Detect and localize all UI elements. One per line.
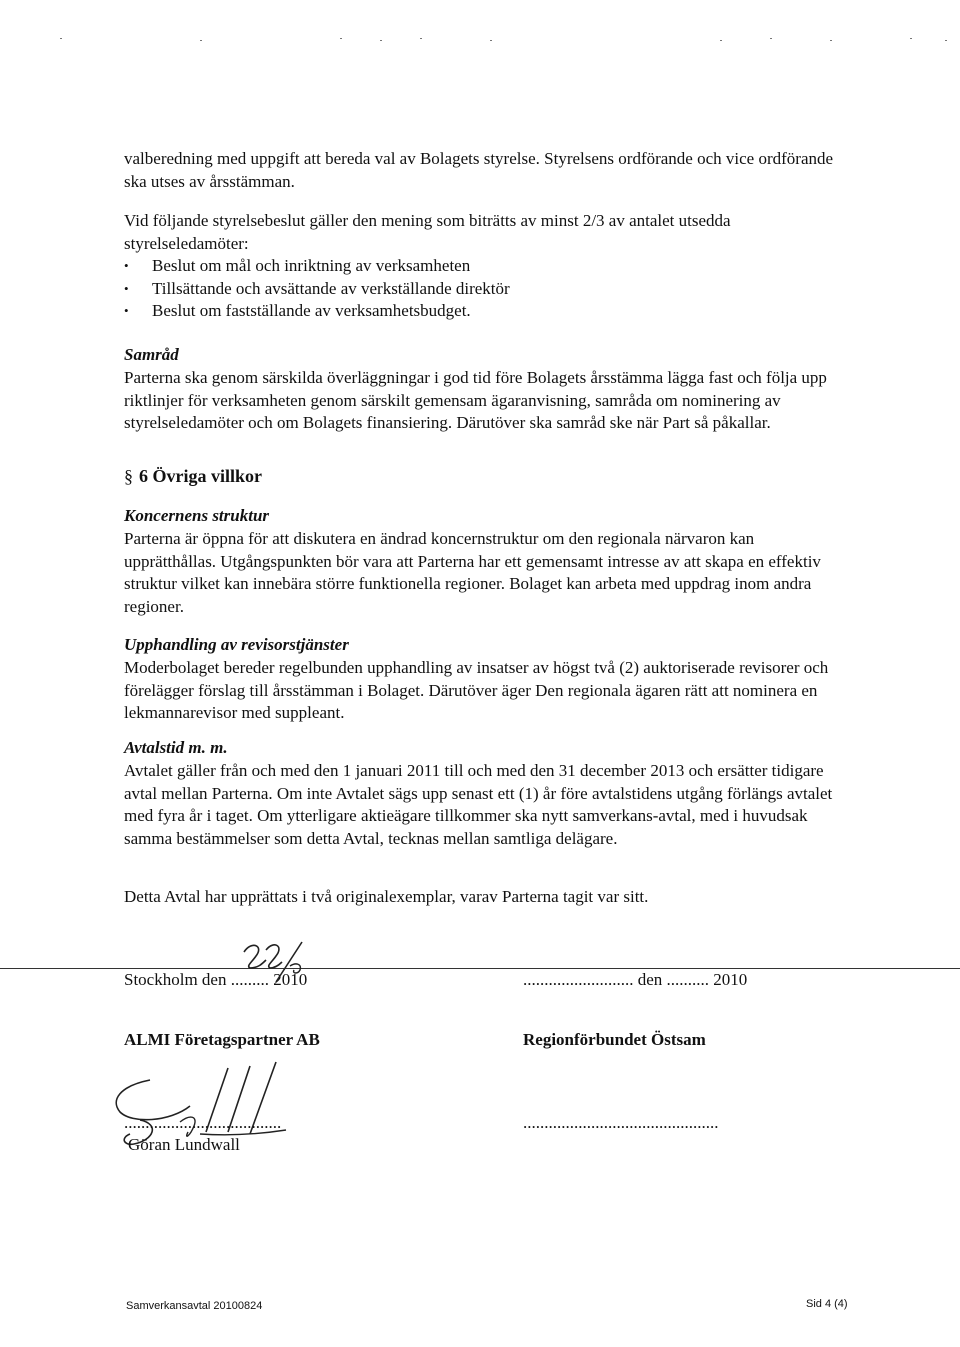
handwritten-date bbox=[230, 938, 320, 984]
avtalstid-heading: Avtalstid m. m. bbox=[124, 738, 228, 757]
left-signatory-name: Göran Lundwall bbox=[128, 1135, 240, 1154]
section-sign: § bbox=[124, 466, 133, 486]
right-party-name: Regionförbundet Östsam bbox=[523, 1030, 706, 1049]
list-item: • Beslut om mål och inriktning av verksamheten bbox=[124, 255, 840, 278]
list-item: • Beslut om fastställande av verksamhetsbudget. bbox=[124, 300, 840, 323]
right-place-date: .......................... den .......... 2010 bbox=[523, 970, 748, 989]
section-6-title: 6 Övriga villkor bbox=[139, 466, 262, 486]
left-place-date: Stockholm den ......... 2010 bbox=[124, 970, 308, 989]
signature-divider bbox=[0, 968, 960, 969]
list-item: • Tillsättande och avsättande av verkställande direktör bbox=[124, 278, 840, 301]
samrad-text: Parterna ska genom särskilda överläggningar i god tid före Bolagets årsstämma lägga fast och följa upp riktlinjer för verksamheten genom särskilt gemensam ägaranvisning, samråda om nominering av styrelseledamöter och om Bolagets finansiering. Därutöver ska samråd ske när Part så påkallar. bbox=[124, 368, 827, 432]
koncernens-struktur-heading: Koncernens struktur bbox=[124, 506, 270, 525]
intro-paragraph: valberedning med uppgift att bereda val av Bolagets styrelse. Styrelsens ordförande och vice ordförande ska utses av årsstämman. bbox=[124, 149, 834, 191]
left-party-name: ALMI Företagspartner AB bbox=[124, 1030, 320, 1049]
upphandling-text: Moderbolaget bereder regelbunden upphandling av insatser av högst två (2) auktoriserade revisorer och förelägger förslag till årsstämman i Bolaget. Därutöver äger Den regionala ägaren rätt att nominera en lekmannarevisor med suppleant. bbox=[124, 658, 829, 722]
section-6-heading bbox=[124, 466, 262, 487]
closing-text: Detta Avtal har upprättats i två originalexemplar, varav Parterna tagit var sitt. bbox=[124, 887, 649, 906]
board-decisions-lead: Vid följande styrelsebeslut gäller den mening som biträtts av minst 2/3 av antalet utsedda styrelseledamöter: bbox=[124, 211, 731, 253]
footer-page-number: Sid 4 (4) bbox=[806, 1298, 848, 1310]
footer-doc-ref: Samverkansavtal 20100824 bbox=[126, 1300, 263, 1312]
right-signature-line: .............................................. bbox=[523, 1113, 719, 1132]
scan-noise bbox=[0, 0, 960, 60]
avtalstid-text: Avtalet gäller från och med den 1 januari 2011 till och med den 31 december 2013 och ersätter tidigare avtal mellan Parterna. Om inte Avtalet sägs upp senast ett (1) år före avtalstidens utgång förlängs avtalet med fyra år i taget. Om ytterligare aktieägare tillkommer ska nytt samverkans-avtal, med i huvudsak samma bestämmelser som detta Avtal, tecknas mellan samtliga delägare. bbox=[124, 761, 833, 848]
upphandling-heading: Upphandling av revisorstjänster bbox=[124, 635, 349, 654]
left-signature-line: ..................................... bbox=[124, 1113, 282, 1132]
koncernens-struktur-text: Parterna är öppna för att diskutera en ändrad koncernstruktur om den regionala närvaron kan upprätthållas. Utgångspunkten bör vara att Parterna har ett gemensamt intresse av att skapa en effektiv struktur vilket kan innebära större funktionella regioner. Bolaget kan arbeta med uppdrag inom andra regioner. bbox=[124, 529, 821, 616]
board-decisions-list bbox=[124, 255, 840, 323]
samrad-heading: Samråd bbox=[124, 345, 179, 364]
